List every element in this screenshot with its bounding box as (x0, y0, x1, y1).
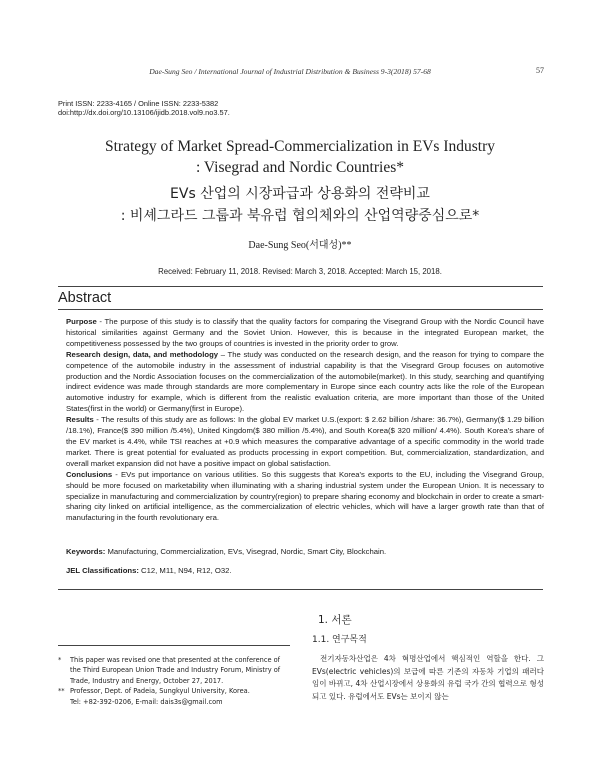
keywords (66, 547, 544, 556)
footnote-1 (58, 655, 290, 686)
footnotes (58, 655, 290, 707)
abstract-heading: Abstract (58, 290, 112, 306)
abstract-purpose (66, 317, 544, 350)
abstract-design (66, 350, 544, 415)
footnote-2-text: Professor, Dept. of Padeia, Sungkyul University, Korea. (70, 687, 250, 696)
conclusions-label: Conclusions (66, 469, 113, 479)
keywords-label: Keywords: (66, 547, 106, 556)
author: Dae-Sung Seo(서대성)** (248, 240, 352, 251)
running-head: Dae-Sung Seo / International Journal of Industrial Distribution & Business 9-3(2018) 57-68 (149, 67, 431, 76)
purpose-label: Purpose (66, 317, 97, 326)
footnote-2 (58, 686, 290, 707)
section-title: 1. 서론 (318, 614, 352, 626)
issn-line: Print ISSN: 2233-4165 / Online ISSN: 2233-5382 (58, 99, 219, 108)
english-title-line-1: Strategy of Market Spread-Commercialization in EVs Industry (105, 138, 495, 155)
keywords-text: Manufacturing, Commercialization, EVs, Visegrad, Nordic, Smart City, Blockchain. (105, 547, 387, 556)
design-text: – The study was conducted on the research design, and the reason for trying to compare the competence of the automobile industry in the assessment of industrial capability is that the Visegrard Group focuses on automotive production and the Nordic Association focuses on the commercialization of the automobile(market). In this study, searching and quantifying indirect evidence was made through standards are more complementary in Europe since each country acts like the role of the European automotive industry for example, which is different from the realistic evaluation criteria, are more important than those of the United States(first in the world) or Germany(first in Europe). (66, 349, 544, 414)
subsection-title: 1.1. 연구목적 (312, 635, 367, 645)
footnote-1-mark: * (58, 656, 62, 664)
korean-title-line-1: EVs 산업의 시장파급과 상용화의 전략비교 (170, 186, 430, 202)
english-title (60, 136, 540, 178)
design-label: Research design, data, and methodology (66, 349, 219, 359)
footnote-1-text: This paper was revised one that presented at the conference of the Third European Union Trade and Industry Forum, Ministry of Trade, Industry and Energy, October 27, 2017. (70, 656, 281, 685)
korean-title-line-2: : 비셰그라드 그룹과 북유럽 협의체와의 산업역량중심으로* (120, 208, 480, 224)
jel-label: JEL Classifications: (66, 566, 139, 575)
footnote-2-mark: ** (58, 687, 65, 696)
conclusions-text: - EVs put importance on various utilities. So this suggests that Korea's exports to the EU, including the Visegrand Group, should be more focused on marketability when illuminating with a sharing industrial system under the European Union. It is necessary to specialize in manufacturing and commercialization by country(region) to prepare sharing economy and blockchain in order to create a smart-sharing city linked on artificial intelligence, as the commercialization of electric vehicles, which will have a larger growth rate than that of manufacturing in the fourth revolutionary era. (66, 469, 544, 523)
jel-classifications (66, 566, 544, 575)
doi-line: doi:http://dx.doi.org/10.13106/ijidb.2018.vol9.no3.57. (58, 108, 230, 117)
abstract-divider (58, 309, 543, 310)
abstract-conclusions (66, 470, 544, 525)
section-body: 전기자동차산업은 4차 혁명산업에서 핵심적인 역할을 한다. 그 EVs(electric vehicles)의 보급에 따른 기존의 자동차 기업의 패러다임이 바뀌고, 4차 산업시장에서 상용화의 유럽 국가 간의 협력으로 형성되고 있다. 유럽에서도 EVs는 보이지 않는 (312, 654, 544, 701)
received-dates: Received: February 11, 2018. Revised: March 3, 2018. Accepted: March 15, 2018. (158, 267, 442, 276)
top-divider (58, 286, 543, 287)
footnote-divider (58, 645, 290, 646)
page-number: 57 (536, 66, 544, 75)
purpose-text: - The purpose of this study is to classify that the quality factors for comparing the Visegrand Group with the Nordic Council have historical similarities against Germany and the Soviet Union. However, this is because in the integrated European market, the competitiveness possessed by the two groups of countries is invested in the priority order to grow. (66, 317, 544, 348)
english-title-line-2: : Visegrad and Nordic Countries* (196, 159, 404, 176)
results-text: - The results of this study are as follows: In the global EV market U.S.(export: $ 2.62 billion /share: 36.7%), Germany($ 1.29 billion /18.1%), France($ 390 million /5.4%), United Kingdom($ 380 million /5.4%), and South Korea($ 320 million/ 4.4%). South Korea's share of the EV market is 4.4%, while TSI reaches at +0.9 which measures the comparative advantage of a specific commodity in the world trade market. There is great potential for evaluated as products processing in export competition. But, commercialization, standardization, and overall market expansion did not have a positive impact on global satisfaction. (66, 415, 544, 468)
results-label: Results (66, 415, 94, 425)
issn-block (58, 99, 230, 117)
footnote-2-contact: Tel: +82-392-0206, E-mail: dais3s@gmail.com (70, 697, 223, 706)
abstract-body (66, 317, 544, 524)
abstract-results (66, 415, 544, 470)
korean-title (60, 183, 540, 227)
bottom-divider (58, 589, 543, 590)
jel-text: C12, M11, N94, R12, O32. (138, 566, 232, 575)
